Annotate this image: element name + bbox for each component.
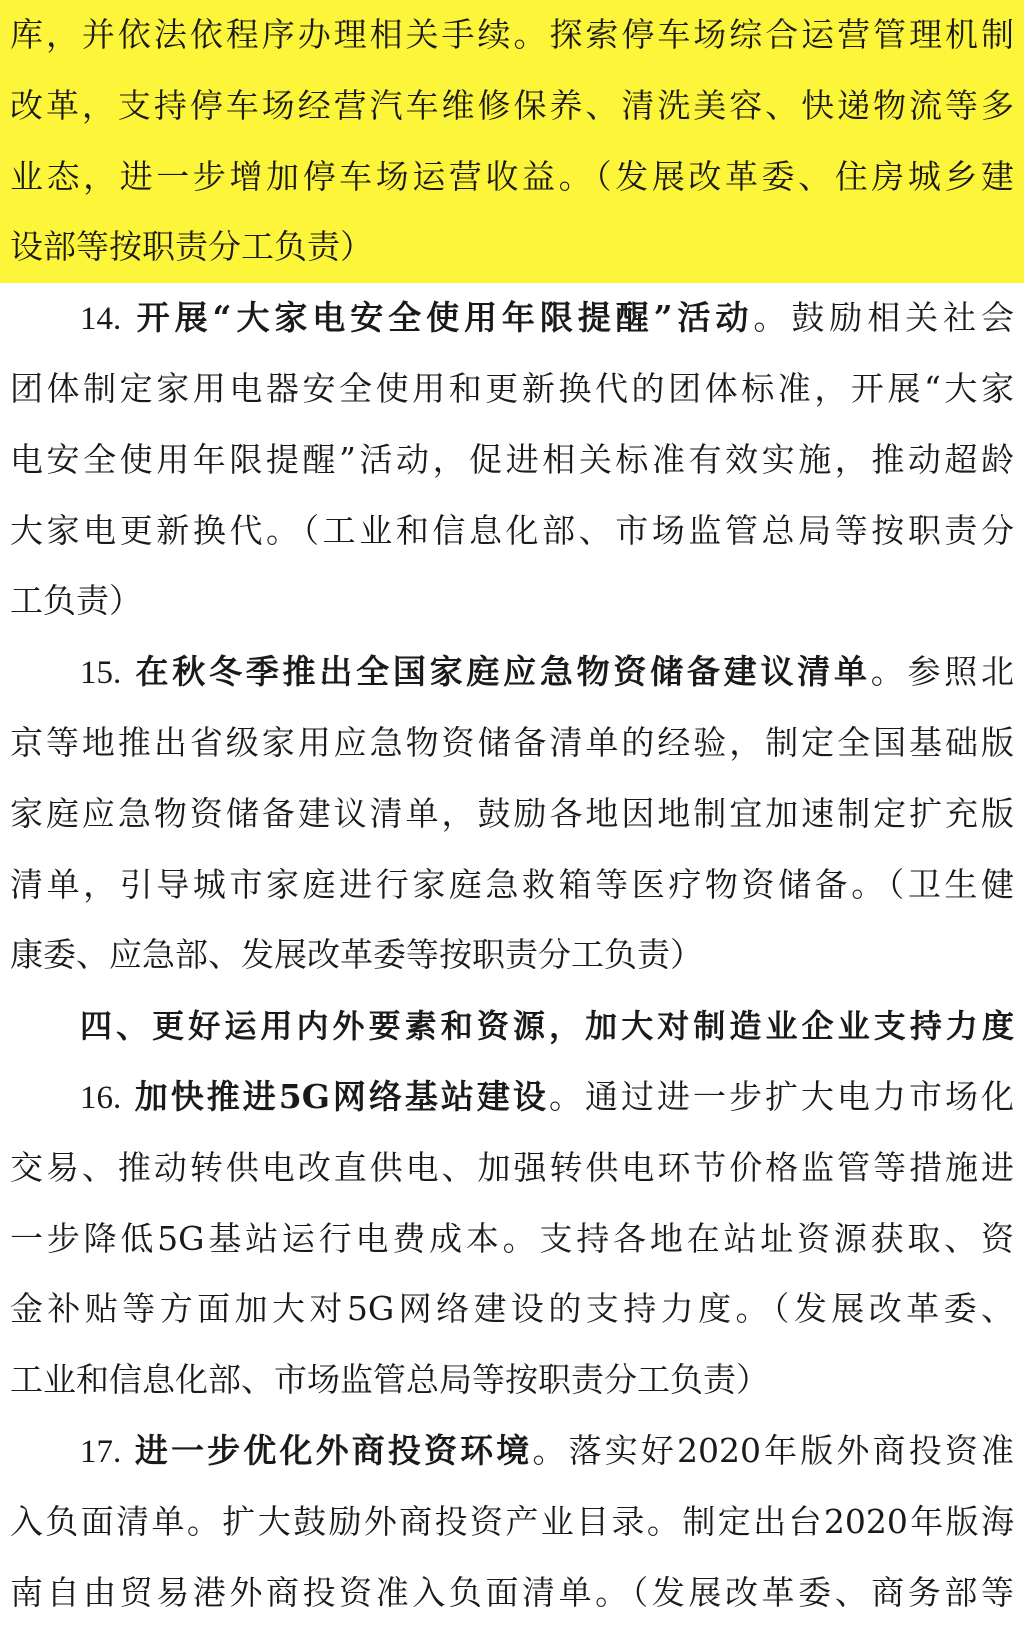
paragraph-first-line [0,283,1024,354]
paragraph-line: 一步降低5G基站运行电费成本。支持各地在站址资源获取、资 [10,1218,1014,1258]
paragraph-line: 工业和信息化部、市场监管总局等按职责分工负责） [10,1360,769,1400]
item-title: 在秋冬季推出全国家庭应急物资储备建议清单 [135,652,871,692]
paragraph-line: 南自由贸易港外商投资准入负面清单。（发展改革委、商务部等 [10,1572,1014,1612]
paragraph-line: 清单，引导城市家庭进行家庭急救箱等医疗物资储备。（卫生健 [10,864,1014,904]
paragraph-line: 京等地推出省级家用应急物资储备清单的经验，制定全国基础版 [10,722,1014,762]
item-title: 进一步优化外商投资环境 [134,1430,533,1470]
item-title: 开展“大家电安全使用年限提醒”活动 [136,298,754,338]
item-title: 加快推进5G网络基站建设 [134,1076,549,1116]
highlighted-paragraph [0,0,1024,283]
item-16-paragraph [0,1062,1024,1416]
item-15-paragraph [0,637,1024,991]
highlighted-line: 设部等按职责分工负责） [10,227,373,267]
paragraph-text: 。通过进一步扩大电力市场化 [548,1076,1014,1116]
item-number: 15. [80,655,122,692]
item-14-paragraph [0,283,1024,637]
paragraph-line: 大家电更新换代。（工业和信息化部、市场监管总局等按职责分 [10,510,1014,550]
highlighted-line: 库，并依法依程序办理相关手续。探索停车场综合运营管理机制 [10,15,1014,54]
paragraph-line: 康委、应急部、发展改革委等按职责分工负责） [10,935,703,975]
paragraph-first-line [0,1416,1024,1487]
paragraph-line: 交易、推动转供电改直供电、加强转供电环节价格监管等措施进 [10,1147,1014,1187]
paragraph-line: 入负面清单。扩大鼓励外商投资产业目录。制定出台2020年版海 [10,1501,1014,1541]
paragraph-line: 团体制定家用电器安全使用和更新换代的团体标准，开展“大家 [10,368,1014,408]
item-number: 16. [80,1079,122,1116]
paragraph-first-line [0,1062,1024,1133]
paragraph-line: 工负责） [10,581,142,621]
paragraph-text: 。鼓励相关社会 [753,298,1014,338]
item-number: 14. [80,301,122,338]
highlighted-line: 改革，支持停车场经营汽车维修保养、清洗美容、快递物流等多 [10,85,1014,125]
paragraph-first-line [0,637,1024,708]
paragraph-text: 。参照北 [870,652,1015,692]
paragraph-text: 。落实好2020年版外商投资准 [532,1430,1014,1470]
paragraph-line: 金补贴等方面加大对5G网络建设的支持力度。（发展改革委、 [10,1289,1014,1329]
item-17-paragraph [0,1416,1024,1628]
section-heading: 四、更好运用内外要素和资源，加大对制造业企业支持力度 [80,1007,1014,1046]
paragraph-line: 电安全使用年限提醒”活动，促进相关标准有效实施，推动超龄 [10,439,1014,479]
item-number: 17. [80,1433,122,1470]
paragraph-line: 家庭应急物资储备建议清单，鼓励各地因地制宜加速制定扩充版 [10,793,1014,833]
highlighted-line: 业态，进一步增加停车场运营收益。（发展改革委、住房城乡建 [10,156,1014,196]
